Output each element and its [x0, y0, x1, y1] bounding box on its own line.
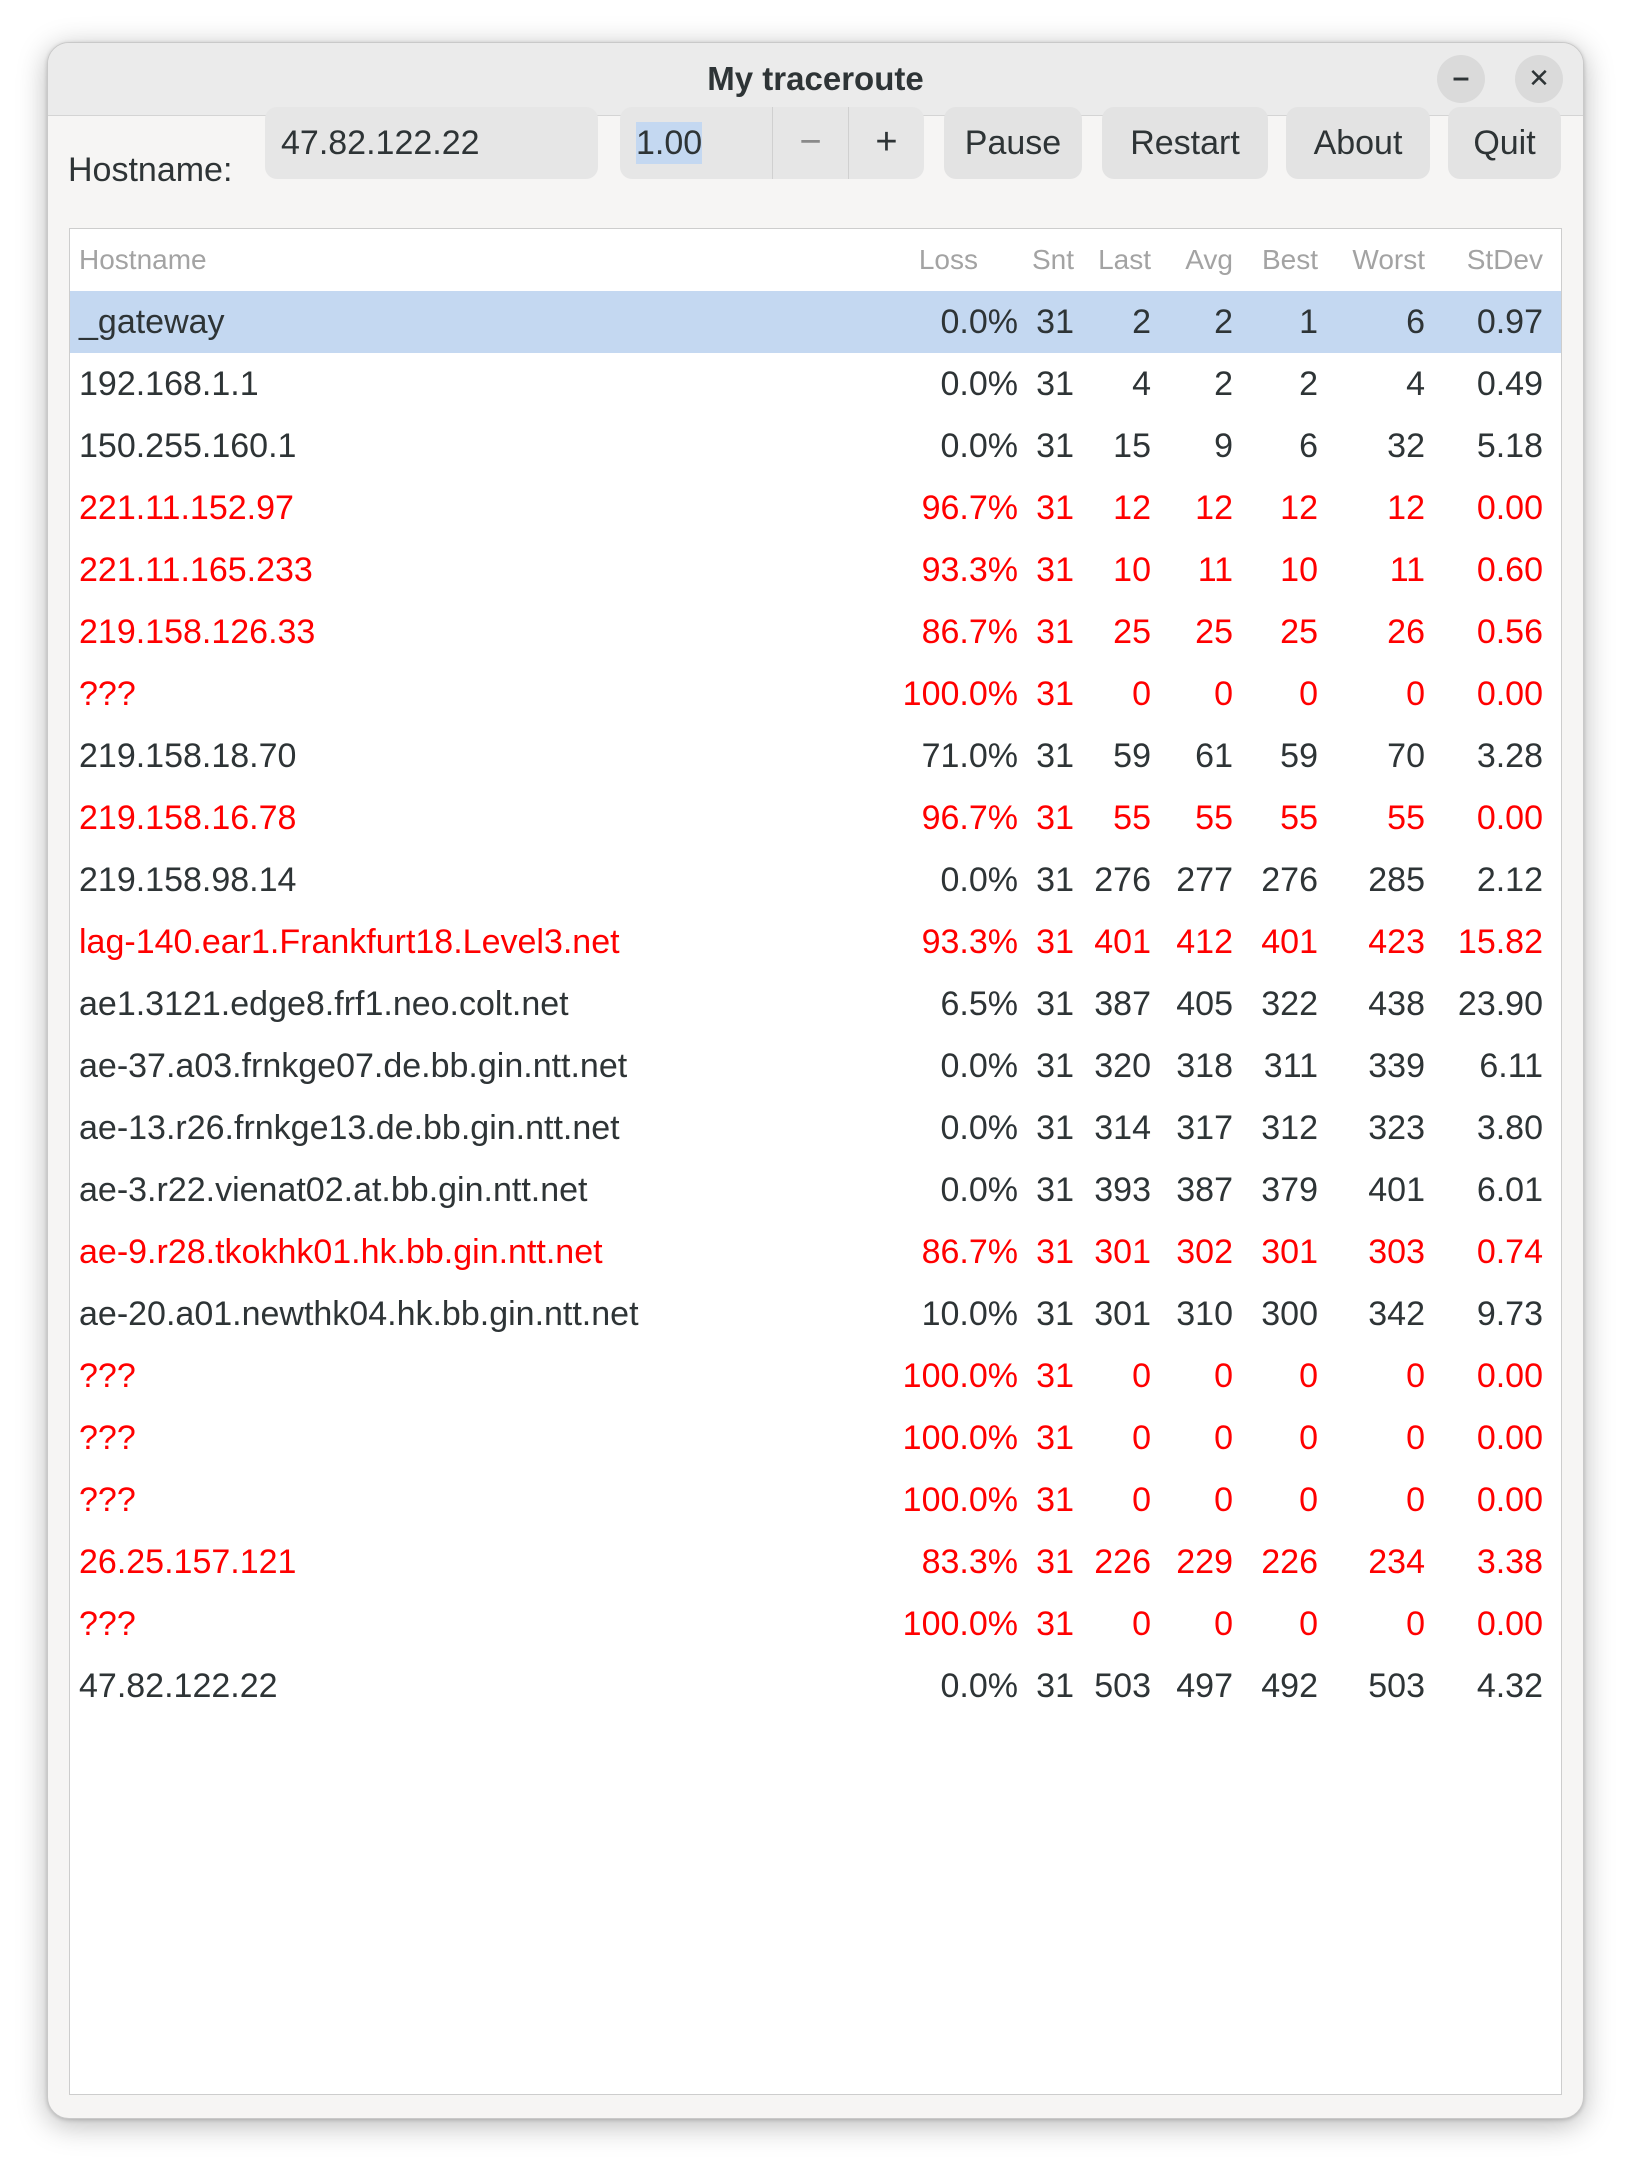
row-stdev: 0.00 — [1476, 799, 1543, 837]
row-hostname: 47.82.122.22 — [79, 1667, 278, 1705]
row-hostname: 192.168.1.1 — [79, 365, 259, 403]
column-header-stdev[interactable]: StDev — [1466, 244, 1543, 275]
row-hostname: _gateway — [79, 303, 225, 341]
row-last: 12 — [1113, 489, 1151, 527]
row-stdev: 4.32 — [1476, 1667, 1543, 1705]
row-last: 0 — [1132, 1605, 1151, 1643]
row-worst: 70 — [1387, 737, 1425, 775]
table-row[interactable] — [70, 291, 1561, 353]
row-worst: 0 — [1406, 675, 1425, 713]
row-best: 25 — [1280, 613, 1318, 651]
table-row[interactable] — [70, 1035, 1561, 1097]
row-last: 503 — [1094, 1667, 1151, 1705]
row-last: 314 — [1094, 1109, 1151, 1147]
row-hostname: ae-3.r22.vienat02.at.bb.gin.ntt.net — [79, 1171, 588, 1209]
row-best: 6 — [1299, 427, 1318, 465]
table-row[interactable] — [70, 1655, 1561, 1717]
row-loss: 93.3% — [921, 551, 1018, 589]
row-hostname: ??? — [79, 1605, 136, 1643]
restart-button[interactable]: Restart — [1102, 107, 1268, 179]
row-avg: 497 — [1176, 1667, 1233, 1705]
row-best: 0 — [1299, 1357, 1318, 1395]
row-worst: 438 — [1368, 985, 1425, 1023]
interval-increment-button[interactable]: + — [848, 107, 924, 179]
row-avg: 302 — [1176, 1233, 1233, 1271]
row-snt: 31 — [1036, 365, 1074, 403]
row-avg: 0 — [1214, 1605, 1233, 1643]
hostname-input[interactable] — [265, 107, 598, 179]
quit-button[interactable]: Quit — [1448, 107, 1561, 179]
row-worst: 55 — [1387, 799, 1425, 837]
row-loss: 100.0% — [902, 1357, 1018, 1395]
row-snt: 31 — [1036, 1419, 1074, 1457]
row-hostname: 150.255.160.1 — [79, 427, 297, 465]
row-hostname: 26.25.157.121 — [79, 1543, 297, 1581]
row-hostname: ae-13.r26.frnkge13.de.bb.gin.ntt.net — [79, 1109, 620, 1147]
row-best: 226 — [1261, 1543, 1318, 1581]
row-snt: 31 — [1036, 1171, 1074, 1209]
row-worst: 303 — [1368, 1233, 1425, 1271]
table-row[interactable] — [70, 911, 1561, 973]
row-avg: 12 — [1195, 489, 1233, 527]
row-snt: 31 — [1036, 1605, 1074, 1643]
interval-spinner[interactable] — [620, 107, 924, 179]
row-worst: 342 — [1368, 1295, 1425, 1333]
row-stdev: 0.74 — [1476, 1233, 1543, 1271]
table-row[interactable] — [70, 1097, 1561, 1159]
pause-button[interactable]: Pause — [944, 107, 1082, 179]
row-hostname: 221.11.152.97 — [79, 489, 294, 527]
row-worst: 234 — [1368, 1543, 1425, 1581]
row-best: 0 — [1299, 1605, 1318, 1643]
row-best: 322 — [1261, 985, 1318, 1023]
row-avg: 405 — [1176, 985, 1233, 1023]
column-header-avg[interactable]: Avg — [1185, 244, 1233, 275]
row-avg: 0 — [1214, 675, 1233, 713]
row-snt: 31 — [1036, 737, 1074, 775]
row-avg: 412 — [1176, 923, 1233, 961]
column-header-loss[interactable]: Loss — [918, 244, 978, 275]
row-hostname: ??? — [79, 1357, 136, 1395]
row-avg: 317 — [1176, 1109, 1233, 1147]
row-worst: 12 — [1387, 489, 1425, 527]
table-row[interactable] — [70, 787, 1561, 849]
row-loss: 10.0% — [921, 1295, 1018, 1333]
table-row[interactable] — [70, 353, 1561, 415]
row-loss: 86.7% — [921, 1233, 1018, 1271]
row-best: 0 — [1299, 1481, 1318, 1519]
row-worst: 26 — [1387, 613, 1425, 651]
row-hostname: ??? — [79, 1419, 136, 1457]
row-best: 312 — [1261, 1109, 1318, 1147]
row-hostname: 219.158.16.78 — [79, 799, 297, 837]
row-hostname: ae1.3121.edge8.frf1.neo.colt.net — [79, 985, 569, 1023]
row-snt: 31 — [1036, 985, 1074, 1023]
row-best: 1 — [1299, 303, 1318, 341]
row-stdev: 15.82 — [1457, 923, 1543, 961]
row-snt: 31 — [1036, 1357, 1074, 1395]
row-last: 226 — [1094, 1543, 1151, 1581]
row-last: 0 — [1132, 675, 1151, 713]
row-best: 311 — [1263, 1047, 1318, 1085]
table-row[interactable] — [70, 1159, 1561, 1221]
row-stdev: 0.00 — [1476, 489, 1543, 527]
app-window — [47, 42, 1584, 2119]
table-row[interactable] — [70, 849, 1561, 911]
table-row[interactable] — [70, 663, 1561, 725]
row-stdev: 2.12 — [1476, 861, 1543, 899]
interval-decrement-button[interactable]: − — [772, 107, 848, 179]
row-stdev: 0.97 — [1476, 303, 1543, 341]
row-worst: 6 — [1406, 303, 1425, 341]
row-stdev: 3.38 — [1476, 1543, 1543, 1581]
table-row[interactable] — [70, 1469, 1561, 1531]
row-snt: 31 — [1036, 1667, 1074, 1705]
row-last: 15 — [1113, 427, 1151, 465]
row-best: 301 — [1261, 1233, 1318, 1271]
row-snt: 31 — [1036, 923, 1074, 961]
table-row[interactable] — [70, 1221, 1561, 1283]
row-loss: 100.0% — [902, 1419, 1018, 1457]
row-loss: 0.0% — [940, 1171, 1018, 1209]
row-loss: 100.0% — [902, 675, 1018, 713]
column-header-snt[interactable]: Snt — [1031, 244, 1074, 275]
row-worst: 4 — [1406, 365, 1425, 403]
row-loss: 0.0% — [940, 365, 1018, 403]
row-avg: 2 — [1214, 365, 1233, 403]
row-worst: 401 — [1368, 1171, 1425, 1209]
row-loss: 0.0% — [940, 1109, 1018, 1147]
table-row[interactable] — [70, 539, 1561, 601]
row-avg: 310 — [1176, 1295, 1233, 1333]
row-snt: 31 — [1036, 861, 1074, 899]
row-stdev: 0.00 — [1476, 675, 1543, 713]
row-loss: 71.0% — [921, 737, 1018, 775]
row-hostname: 219.158.126.33 — [79, 613, 316, 651]
row-last: 276 — [1094, 861, 1151, 899]
row-stdev: 0.49 — [1476, 365, 1543, 403]
row-stdev: 0.00 — [1476, 1419, 1543, 1457]
row-snt: 31 — [1036, 1233, 1074, 1271]
hostname-label: Hostname: — [68, 151, 233, 189]
row-best: 59 — [1280, 737, 1318, 775]
row-hostname: ae-9.r28.tkokhk01.hk.bb.gin.ntt.net — [79, 1233, 603, 1271]
row-last: 301 — [1094, 1295, 1151, 1333]
row-stdev: 0.00 — [1476, 1605, 1543, 1643]
row-loss: 0.0% — [940, 861, 1018, 899]
table-row[interactable] — [70, 601, 1561, 663]
row-loss: 100.0% — [902, 1481, 1018, 1519]
row-stdev: 3.28 — [1476, 737, 1543, 775]
row-best: 2 — [1299, 365, 1318, 403]
row-avg: 25 — [1195, 613, 1233, 651]
row-last: 0 — [1132, 1419, 1151, 1457]
column-header-hostname[interactable]: Hostname — [79, 244, 207, 275]
row-last: 25 — [1113, 613, 1151, 651]
row-worst: 0 — [1406, 1357, 1425, 1395]
row-best: 0 — [1299, 675, 1318, 713]
row-avg: 0 — [1214, 1357, 1233, 1395]
table-row[interactable] — [70, 1407, 1561, 1469]
interval-value[interactable] — [620, 107, 772, 179]
row-worst: 423 — [1368, 923, 1425, 961]
row-stdev: 5.18 — [1476, 427, 1543, 465]
row-best: 379 — [1261, 1171, 1318, 1209]
row-worst: 0 — [1406, 1481, 1425, 1519]
table-row[interactable] — [70, 973, 1561, 1035]
row-stdev: 0.56 — [1476, 613, 1543, 651]
column-header-worst[interactable]: Worst — [1352, 244, 1425, 275]
table-row[interactable] — [70, 477, 1561, 539]
column-header-last[interactable]: Last — [1098, 244, 1151, 275]
table-row[interactable] — [70, 415, 1561, 477]
row-last: 59 — [1113, 737, 1151, 775]
row-loss: 96.7% — [921, 489, 1018, 527]
row-hostname: ae-20.a01.newthk04.hk.bb.gin.ntt.net — [79, 1295, 639, 1333]
row-snt: 31 — [1036, 303, 1074, 341]
row-avg: 61 — [1195, 737, 1233, 775]
row-best: 300 — [1261, 1295, 1318, 1333]
row-best: 12 — [1280, 489, 1318, 527]
row-avg: 229 — [1176, 1543, 1233, 1581]
row-hostname: ??? — [79, 1481, 136, 1519]
row-stdev: 6.11 — [1479, 1047, 1543, 1085]
row-snt: 31 — [1036, 1109, 1074, 1147]
row-worst: 503 — [1368, 1667, 1425, 1705]
row-worst: 0 — [1406, 1419, 1425, 1457]
row-best: 10 — [1280, 551, 1318, 589]
row-hostname: ??? — [79, 675, 136, 713]
row-worst: 285 — [1368, 861, 1425, 899]
row-avg: 277 — [1176, 861, 1233, 899]
row-snt: 31 — [1036, 551, 1074, 589]
row-snt: 31 — [1036, 427, 1074, 465]
table-row[interactable] — [70, 1531, 1561, 1593]
row-avg: 318 — [1176, 1047, 1233, 1085]
row-snt: 31 — [1036, 1543, 1074, 1581]
row-last: 301 — [1094, 1233, 1151, 1271]
row-loss: 93.3% — [921, 923, 1018, 961]
row-last: 320 — [1094, 1047, 1151, 1085]
row-last: 55 — [1113, 799, 1151, 837]
row-avg: 0 — [1214, 1419, 1233, 1457]
row-worst: 11 — [1389, 551, 1425, 589]
row-snt: 31 — [1036, 1047, 1074, 1085]
row-snt: 31 — [1036, 1481, 1074, 1519]
row-avg: 11 — [1197, 551, 1233, 589]
minimize-button[interactable]: – — [1437, 55, 1485, 103]
row-loss: 83.3% — [921, 1543, 1018, 1581]
row-snt: 31 — [1036, 1295, 1074, 1333]
row-worst: 323 — [1368, 1109, 1425, 1147]
row-loss: 0.0% — [940, 303, 1018, 341]
row-best: 492 — [1261, 1667, 1318, 1705]
row-best: 55 — [1280, 799, 1318, 837]
row-hostname: 221.11.165.233 — [79, 551, 313, 589]
row-loss: 96.7% — [921, 799, 1018, 837]
row-last: 393 — [1094, 1171, 1151, 1209]
results-table[interactable] — [69, 228, 1562, 2095]
row-snt: 31 — [1036, 799, 1074, 837]
column-header-best[interactable]: Best — [1261, 244, 1318, 275]
row-loss: 6.5% — [940, 985, 1018, 1023]
row-avg: 55 — [1195, 799, 1233, 837]
row-stdev: 9.73 — [1476, 1295, 1543, 1333]
row-snt: 31 — [1036, 675, 1074, 713]
row-stdev: 0.60 — [1476, 551, 1543, 589]
table-row[interactable] — [70, 1345, 1561, 1407]
row-best: 276 — [1261, 861, 1318, 899]
window-title: My traceroute — [707, 60, 924, 97]
row-stdev: 3.80 — [1476, 1109, 1543, 1147]
row-last: 0 — [1132, 1481, 1151, 1519]
interval-value-text: 1.00 — [636, 124, 703, 162]
row-hostname: lag-140.ear1.Frankfurt18.Level3.net — [79, 923, 620, 961]
row-stdev: 6.01 — [1476, 1171, 1543, 1209]
row-avg: 2 — [1214, 303, 1233, 341]
table-row[interactable] — [70, 1283, 1561, 1345]
table-header — [70, 229, 1561, 291]
close-button[interactable]: ✕ — [1515, 55, 1563, 103]
row-hostname: 219.158.18.70 — [79, 737, 297, 775]
row-loss: 0.0% — [940, 1667, 1018, 1705]
row-last: 0 — [1132, 1357, 1151, 1395]
table-row[interactable] — [70, 1593, 1561, 1655]
row-best: 401 — [1261, 923, 1318, 961]
row-loss: 0.0% — [940, 1047, 1018, 1085]
row-best: 0 — [1299, 1419, 1318, 1457]
row-hostname: 219.158.98.14 — [79, 861, 297, 899]
title-bar[interactable] — [48, 43, 1583, 116]
row-stdev: 23.90 — [1457, 985, 1543, 1023]
row-last: 4 — [1132, 365, 1151, 403]
row-worst: 32 — [1387, 427, 1425, 465]
row-worst: 0 — [1406, 1605, 1425, 1643]
row-avg: 9 — [1214, 427, 1233, 465]
row-avg: 0 — [1214, 1481, 1233, 1519]
row-last: 387 — [1094, 985, 1151, 1023]
row-worst: 339 — [1368, 1047, 1425, 1085]
row-loss: 86.7% — [921, 613, 1018, 651]
row-loss: 0.0% — [940, 427, 1018, 465]
row-stdev: 0.00 — [1476, 1481, 1543, 1519]
table-row[interactable] — [70, 725, 1561, 787]
row-last: 2 — [1132, 303, 1151, 341]
row-stdev: 0.00 — [1476, 1357, 1543, 1395]
row-snt: 31 — [1036, 613, 1074, 651]
row-loss: 100.0% — [902, 1605, 1018, 1643]
row-last: 10 — [1113, 551, 1151, 589]
row-avg: 387 — [1176, 1171, 1233, 1209]
row-hostname: ae-37.a03.frnkge07.de.bb.gin.ntt.net — [79, 1047, 628, 1085]
row-snt: 31 — [1036, 489, 1074, 527]
about-button[interactable]: About — [1286, 107, 1430, 179]
row-last: 401 — [1094, 923, 1151, 961]
